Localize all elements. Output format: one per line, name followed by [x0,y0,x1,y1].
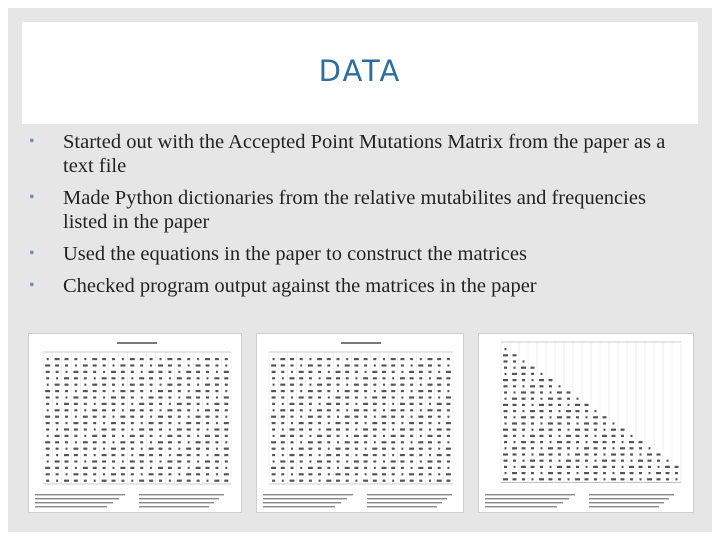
matrix-figure-2-graphic [257,334,463,512]
bullet-item [28,130,688,178]
slide-title: DATA [318,54,402,88]
bullet-item [28,242,688,266]
bullet-text: Started out with the Accepted Point Mutations Matrix from the paper as a text file [63,131,666,177]
matrix-figure-1-graphic [29,334,241,512]
bullet-marker: • [29,133,35,150]
bullet-marker: • [29,245,35,262]
bullet-list [28,130,688,306]
matrix-figure-2-image [256,333,464,513]
bullet-marker: • [29,277,35,294]
title-box [22,22,698,124]
bullet-marker: • [29,189,35,206]
matrix-figure-1-image [28,333,242,513]
matrix-figure-3-graphic [479,334,693,512]
bullet-item [28,274,688,298]
bullet-text: Made Python dictionaries from the relative mutabilites and frequencies listed in the paper [63,187,646,233]
bullet-text: Used the equations in the paper to construct the matrices [63,243,527,265]
bullet-item [28,186,688,234]
matrix-figure-3-image [478,333,694,513]
bullet-text: Checked program output against the matrices in the paper [63,275,537,297]
